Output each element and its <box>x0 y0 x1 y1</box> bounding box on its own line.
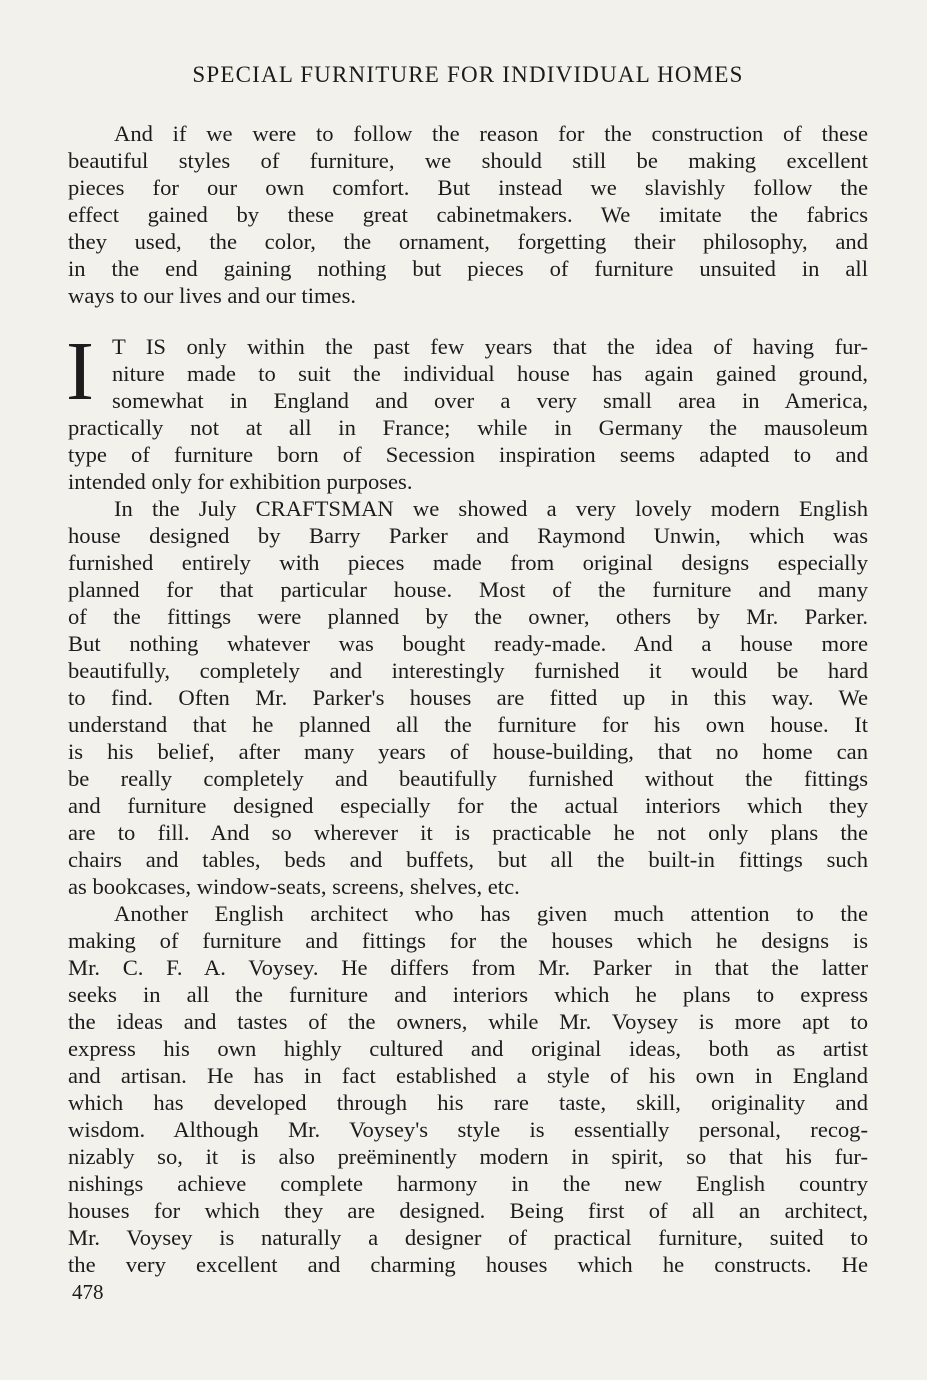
running-title: SPECIAL FURNITURE FOR INDIVIDUAL HOMES <box>192 62 744 87</box>
text-line: which has developed through his rare taste, skill, originality and <box>68 1090 868 1115</box>
paragraph-3 <box>68 495 868 900</box>
text-line: and furniture designed especially for the actual interiors which they <box>68 793 868 818</box>
text-line: making of furniture and fittings for the houses which he designs is <box>68 928 868 953</box>
text-line: type of furniture born of Secession inspiration seems adapted to and <box>68 442 868 467</box>
text-line: in the end gaining nothing but pieces of furniture unsuited in all <box>68 256 868 281</box>
text-line: houses for which they are designed. Being first of all an architect, <box>68 1198 868 1223</box>
text-line: express his own highly cultured and original ideas, both as artist <box>68 1036 868 1061</box>
text-line: be really completely and beautifully furnished without the fittings <box>68 766 868 791</box>
paragraph-4 <box>68 900 868 1278</box>
text-line: nizably so, it is also preëminently modern in spirit, so that his fur- <box>68 1144 868 1169</box>
text-line: furnished entirely with pieces made from original designs especially <box>68 550 868 575</box>
text-line: Mr. C. F. A. Voysey. He differs from Mr. Parker in that the latter <box>68 955 868 980</box>
text-line: Mr. Voysey is naturally a designer of practical furniture, suited to <box>68 1225 868 1250</box>
text-line: beautifully, completely and interestingly furnished it would be hard <box>68 658 868 683</box>
text-line: ways to our lives and our times. <box>68 283 357 308</box>
paragraph-2 <box>66 325 868 495</box>
text-line: the ideas and tastes of the owners, while Mr. Voysey is more apt to <box>68 1009 868 1034</box>
text-line: effect gained by these great cabinetmakers. We imitate the fabrics <box>68 202 868 227</box>
text-line: planned for that particular house. Most of the furniture and many <box>68 577 868 602</box>
text-line: nishings achieve complete harmony in the new English country <box>68 1171 868 1196</box>
text-line: somewhat in England and over a very small area in America, <box>112 388 868 413</box>
paragraph-1 <box>68 120 868 309</box>
text-line: wisdom. Although Mr. Voysey's style is essentially personal, recog- <box>68 1117 868 1142</box>
text-line: house designed by Barry Parker and Raymond Unwin, which was <box>68 523 868 548</box>
text-line: is his belief, after many years of house-building, that no home can <box>68 739 868 764</box>
page-number: 478 <box>72 1280 104 1304</box>
text-line: are to fill. And so wherever it is practicable he not only plans the <box>68 820 868 845</box>
text-line: to find. Often Mr. Parker's houses are fitted up in this way. We <box>68 685 868 710</box>
text-line: niture made to suit the individual house has again gained ground, <box>112 361 868 386</box>
text-line: they used, the color, the ornament, forgetting their philosophy, and <box>68 229 868 254</box>
text-line: T IS only within the past few years that the idea of having fur- <box>112 334 868 359</box>
text-line: beautiful styles of furniture, we should still be making excellent <box>68 148 868 173</box>
body-section <box>66 325 868 1278</box>
text-line: seeks in all the furniture and interiors which he plans to express <box>68 982 868 1007</box>
text-line: pieces for our own comfort. But instead we slavishly follow the <box>68 175 868 200</box>
text-line: practically not at all in France; while in Germany the mausoleum <box>68 415 868 440</box>
text-line: as bookcases, window-seats, screens, shelves, etc. <box>68 874 520 899</box>
text-line: In the July CRAFTSMAN we showed a very lovely modern English <box>114 496 868 521</box>
document-page <box>68 0 868 1380</box>
text-line: of the fittings were planned by the owner, others by Mr. Parker. <box>68 604 868 629</box>
text-line: And if we were to follow the reason for the construction of these <box>114 121 868 146</box>
text-line: the very excellent and charming houses which he constructs. He <box>68 1252 868 1277</box>
text-line: understand that he planned all the furniture for his own house. It <box>68 712 868 737</box>
text-line: chairs and tables, beds and buffets, but all the built-in fittings such <box>68 847 868 872</box>
text-line: and artisan. He has in fact established a style of his own in England <box>68 1063 868 1088</box>
text-line: Another English architect who has given much attention to the <box>114 901 868 926</box>
text-line: But nothing whatever was bought ready-made. And a house more <box>68 631 868 656</box>
drop-cap: I <box>66 325 94 418</box>
text-line: intended only for exhibition purposes. <box>68 469 413 494</box>
